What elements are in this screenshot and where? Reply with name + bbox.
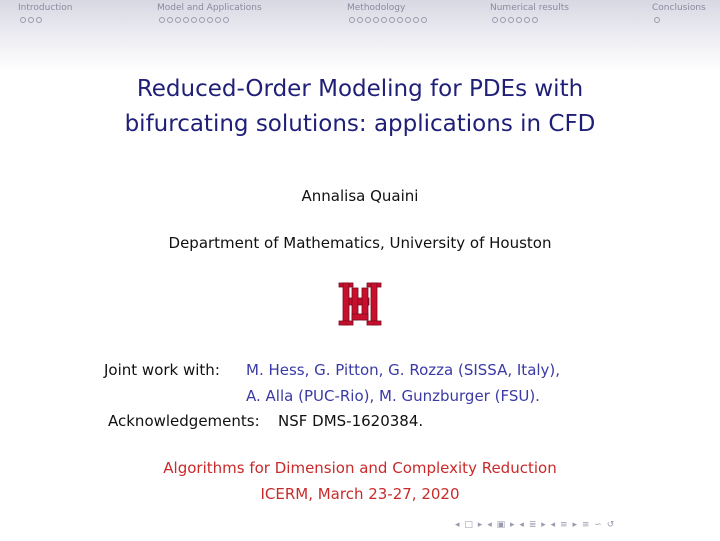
nav-dot[interactable] (175, 17, 181, 23)
prev-subsection-icon[interactable]: ◂ (519, 520, 525, 530)
nav-dot[interactable] (421, 17, 427, 23)
subsection-icon[interactable]: ≣ (528, 520, 538, 530)
document-icon[interactable]: ≡ (581, 520, 591, 530)
nav-dots-methodology[interactable] (349, 17, 427, 23)
nav-dot[interactable] (223, 17, 229, 23)
nav-dot[interactable] (532, 17, 538, 23)
nav-dots-conclusions[interactable] (654, 17, 660, 23)
collaborators-line-1: M. Hess, G. Pitton, G. Rozza (SISSA, Italy), (246, 361, 561, 379)
next-subsection-icon[interactable]: ▸ (541, 520, 547, 530)
nav-dot[interactable] (183, 17, 189, 23)
nav-dot[interactable] (20, 17, 26, 23)
section-icon[interactable]: ≡ (560, 520, 569, 530)
collaborators-line-2: A. Alla (PUC-Rio), M. Gunzburger (FSU). (246, 387, 540, 405)
event-name: Algorithms for Dimension and Complexity Reduction (163, 459, 557, 477)
nav-dot[interactable] (389, 17, 395, 23)
nav-dot[interactable] (524, 17, 530, 23)
nav-dot[interactable] (28, 17, 34, 23)
nav-dot[interactable] (167, 17, 173, 23)
nav-dot[interactable] (349, 17, 355, 23)
university-logo-icon (337, 280, 383, 328)
next-frame-icon[interactable]: ▸ (510, 520, 516, 530)
nav-dot[interactable] (397, 17, 403, 23)
beamer-navigation-controls[interactable] (455, 520, 615, 530)
nav-model-and-applications[interactable]: Model and Applications (157, 3, 262, 13)
title-line-2: bifurcating solutions: applications in CFD (124, 111, 596, 137)
department: Department of Mathematics, University of Houston (168, 234, 552, 252)
nav-dot[interactable] (373, 17, 379, 23)
nav-dot[interactable] (405, 17, 411, 23)
slide-icon[interactable]: □ (464, 520, 474, 530)
title-line-1: Reduced-Order Modeling for PDEs with (136, 76, 584, 102)
prev-section-icon[interactable]: ◂ (550, 520, 557, 530)
nav-dot[interactable] (36, 17, 42, 23)
nav-dot[interactable] (215, 17, 221, 23)
nav-methodology[interactable]: Methodology (347, 3, 406, 13)
author-name: Annalisa Quaini (301, 187, 419, 205)
nav-dots-model[interactable] (159, 17, 229, 23)
acknowledgements-value: NSF DMS-1620384. (278, 412, 424, 430)
nav-dot[interactable] (199, 17, 205, 23)
acknowledgements-label: Acknowledgements: (108, 412, 260, 430)
nav-dot[interactable] (413, 17, 419, 23)
nav-introduction[interactable]: Introduction (18, 3, 73, 13)
nav-dot[interactable] (191, 17, 197, 23)
nav-dot[interactable] (207, 17, 213, 23)
prev-frame-icon[interactable]: ◂ (487, 520, 493, 530)
next-slide-icon[interactable]: ▸ (477, 520, 484, 530)
event-location-date: ICERM, March 23-27, 2020 (260, 485, 460, 503)
nav-dot[interactable] (654, 17, 660, 23)
search-icon[interactable]: ∽ (594, 520, 603, 530)
nav-dots-numerical[interactable] (492, 17, 538, 23)
back-forward-icon[interactable]: ↺ (606, 520, 616, 530)
nav-numerical-results[interactable]: Numerical results (490, 3, 569, 13)
next-section-icon[interactable]: ▸ (572, 520, 578, 530)
joint-work-label: Joint work with: (104, 361, 220, 379)
nav-dot[interactable] (357, 17, 363, 23)
nav-dot[interactable] (159, 17, 165, 23)
nav-dot[interactable] (365, 17, 371, 23)
frame-icon[interactable]: ▣ (496, 520, 507, 530)
nav-dot[interactable] (508, 17, 514, 23)
nav-dots-introduction[interactable] (20, 17, 42, 23)
nav-dot[interactable] (381, 17, 387, 23)
presentation-title (0, 72, 720, 142)
nav-dot[interactable] (500, 17, 506, 23)
nav-conclusions[interactable]: Conclusions (652, 3, 706, 13)
prev-slide-icon[interactable]: ◂ (455, 520, 461, 530)
nav-dot[interactable] (492, 17, 498, 23)
nav-dot[interactable] (516, 17, 522, 23)
